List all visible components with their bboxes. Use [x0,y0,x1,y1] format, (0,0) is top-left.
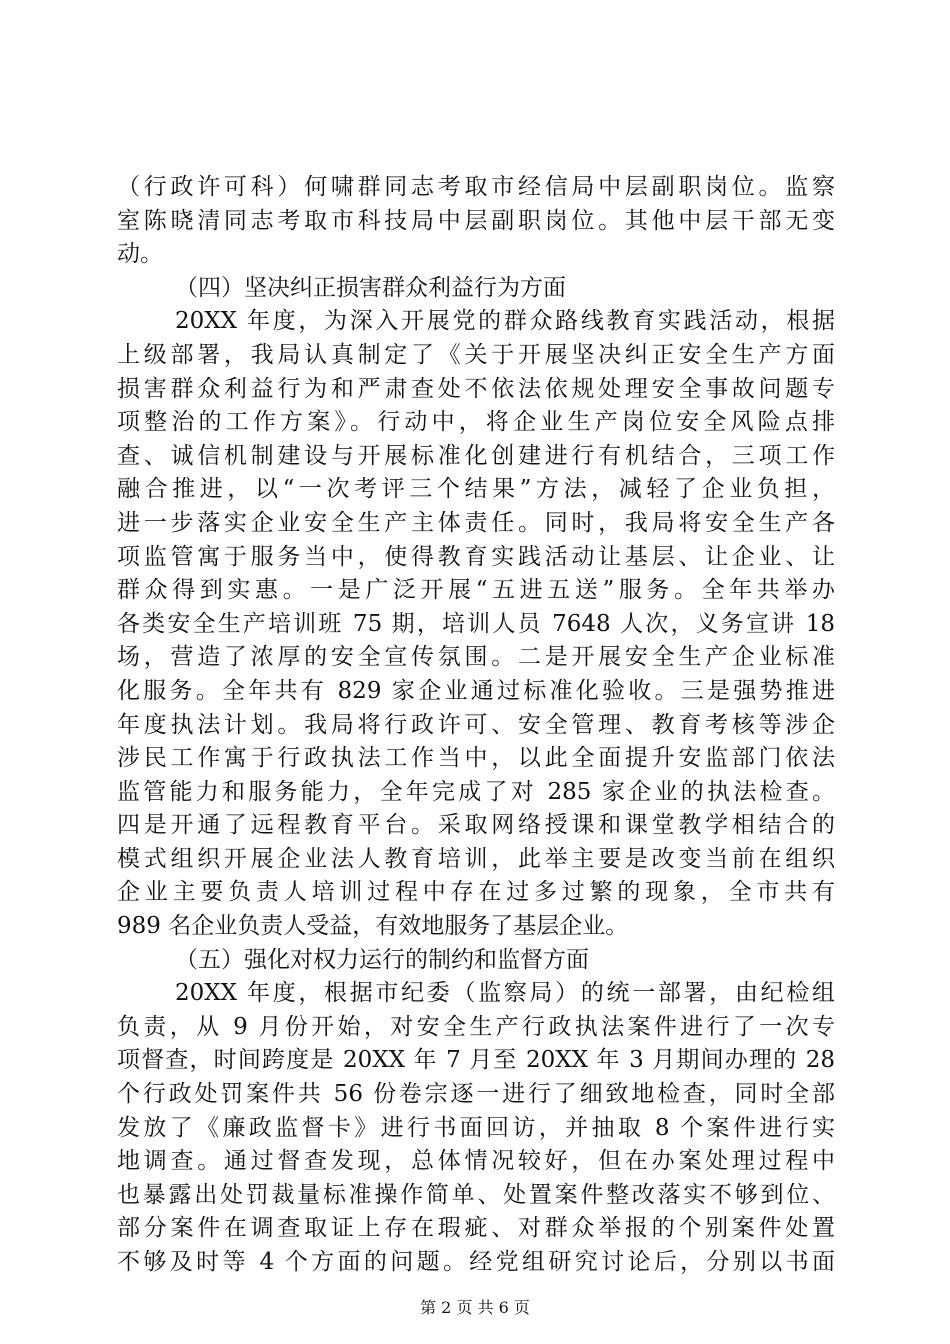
text-line: 群众得到实惠。一是广泛开展“五进五送”服务。全年共举办 [117,577,835,604]
text-line: 项督查，时间跨度是 20XX 年 7 月至 20XX 年 3 月期间办理的 28 [117,1047,835,1074]
text-line: 20XX 年度，为深入开展党的群众路线教育实践活动，根据 [175,308,835,335]
text-line: 地调查。通过督查发现，总体情况较好，但在办案处理过程中 [117,1148,835,1175]
text-line: 20XX 年度，根据市纪委（监察局）的统一部署，由纪检组 [175,980,835,1007]
text-line: 进一步落实企业安全生产主体责任。同时，我局将安全生产各 [117,509,835,536]
text-line: 年度执法计划。我局将行政许可、安全管理、教育考核等涉企 [117,711,835,738]
text-line: 监管能力和服务能力，全年完成了对 285 家企业的执法检查。 [117,778,835,805]
text-line: 负责，从 9 月份开始，对安全生产行政执法案件进行了一次专 [117,1013,835,1040]
document-body [117,171,835,1280]
text-line: 动。 [117,241,163,268]
text-line: 损害群众利益行为和严肃查处不依法依规处理安全事故问题专 [117,375,835,402]
text-line: （五）强化对权力运行的制约和监督方面 [175,946,589,973]
text-line: 各类安全生产培训班 75 期，培训人员 7648 人次，义务宣讲 18 [117,610,835,637]
text-line: （四）坚决纠正损害群众利益行为方面 [175,274,566,301]
text-line: 项整治的工作方案》。行动中，将企业生产岗位安全风险点排 [117,409,835,436]
text-line: 融合推进，以“一次考评三个结果”方法，减轻了企业负担， [117,476,835,503]
page-footer: 第 2 页 共 6 页 [420,1298,530,1317]
text-line: 项监管寓于服务当中，使得教育实践活动让基层、让企业、让 [117,543,835,570]
text-line: 化服务。全年共有 829 家企业通过标准化验收。三是强势推进 [117,677,835,704]
text-line: 发放了《廉政监督卡》进行书面回访，并抽取 8 个案件进行实 [117,1114,835,1141]
text-line: 不够及时等 4 个方面的问题。经党组研究讨论后，分别以书面 [117,1249,835,1275]
text-line: 部分案件在调查取证上存在瑕疵、对群众举报的个别案件处置 [117,1215,835,1242]
text-line: 个行政处罚案件共 56 份卷宗逐一进行了细致地检查，同时全部 [117,1081,835,1108]
text-line: 场，营造了浓厚的安全宣传氛围。二是开展安全生产企业标准 [117,644,835,671]
text-line: 查、诚信机制建设与开展标准化创建进行有机结合，三项工作 [117,442,835,469]
text-line: 四是开通了远程教育平台。采取网络授课和课堂教学相结合的 [117,812,835,839]
text-line: 企业主要负责人培训过程中存在过多过繁的现象，全市共有 [117,879,835,906]
text-line: 也暴露出处罚裁量标准操作简单、处置案件整改落实不够到位、 [117,1181,835,1208]
text-line: 室陈晓清同志考取市科技局中层副职岗位。其他中层干部无变 [117,207,835,234]
text-line: 上级部署，我局认真制定了《关于开展坚决纠正安全生产方面 [117,341,835,368]
text-line: 模式组织开展企业法人教育培训，此举主要是改变当前在组织 [117,845,835,872]
text-line: 涉民工作寓于行政执法工作当中，以此全面提升安监部门依法 [117,745,835,772]
text-line: 989 名企业负责人受益，有效地服务了基层企业。 [117,913,629,940]
text-line: （行政许可科）何啸群同志考取市经信局中层副职岗位。监察 [117,174,835,200]
